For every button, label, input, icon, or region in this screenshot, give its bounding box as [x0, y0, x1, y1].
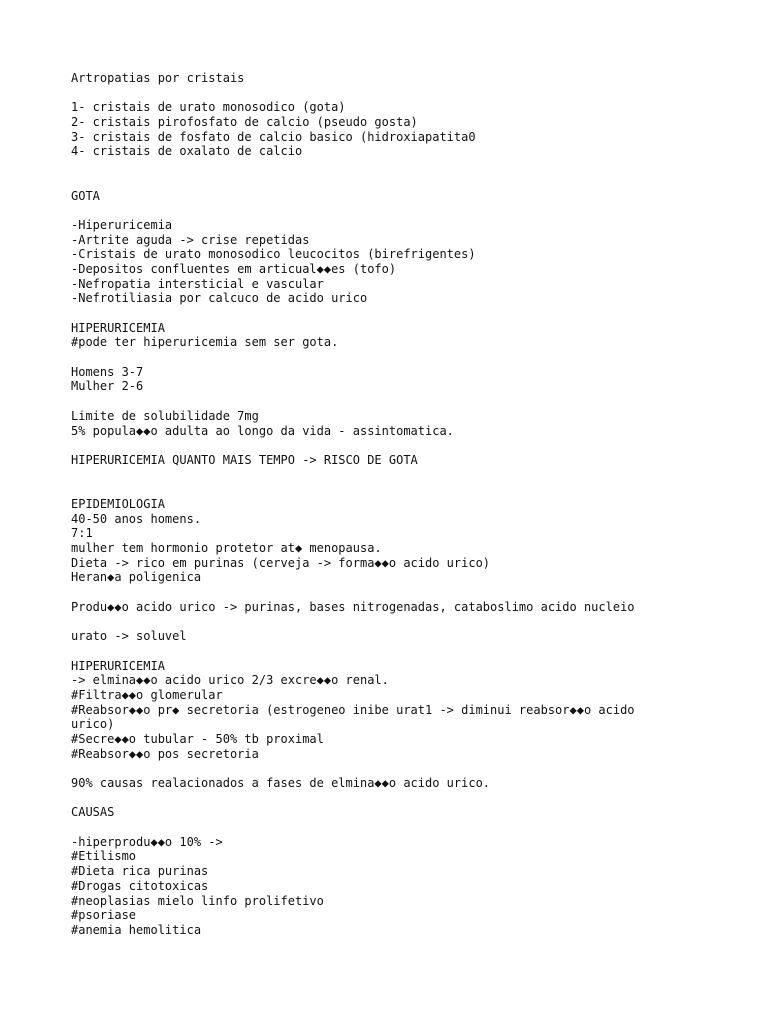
- text-line: #Etilismo: [71, 849, 137, 864]
- blank-line: [71, 614, 711, 629]
- text-line: -Nefropatia intersticial e vascular: [71, 276, 324, 291]
- text-line: 90% causas realacionados a fases de elmina◆◆o acido urico.: [71, 776, 491, 790]
- text-line: #Reabsor◆◆o pr◆ secretoria (estrogeneo inibe urat1 -> diminui reabsor◆◆o acido: [71, 702, 635, 717]
- text-line: #Filtra◆◆o glomerular: [71, 687, 223, 702]
- blank-line: [71, 585, 711, 600]
- text-line: Heran◆a poligenica: [71, 570, 202, 585]
- blank-line: [71, 482, 711, 497]
- text-line: -Hiperuricemia: [71, 217, 173, 232]
- text-line: -> elmina◆◆o acido urico 2/3 excre◆◆o renal.: [71, 673, 389, 688]
- text-line: #pode ter hiperuricemia sem ser gota.: [71, 335, 339, 350]
- text-line: -Cristais de urato monosodico leucocitos (birefrigentes): [71, 247, 476, 262]
- text-line: Limite de solubilidade 7mg: [71, 408, 259, 423]
- text-line: Mulher 2-6: [71, 379, 144, 394]
- blank-line: [71, 644, 711, 659]
- text-line: 7:1: [71, 526, 93, 541]
- text-line: 3- cristais de fosfato de calcio basico (hidroxiapatita0: [71, 129, 476, 144]
- blank-line: [71, 438, 711, 453]
- text-line: -Artrite aguda -> crise repetidas: [71, 232, 310, 247]
- text-line: mulher tem hormonio protetor at◆ menopausa.: [71, 541, 382, 555]
- text-line: -Nefrotiliasia por calcuco de acido urico: [71, 291, 368, 306]
- blank-line: [71, 761, 711, 776]
- text-line: -hiperprodu◆◆o 10% ->: [71, 834, 223, 849]
- text-line: HIPERURICEMIA: [71, 658, 165, 673]
- text-line: #Reabsor◆◆o pos secretoria: [71, 746, 259, 761]
- blank-line: [71, 306, 711, 321]
- text-line: Produ◆◆o acido urico -> purinas, bases nitrogenadas, cataboslimo acido nucleio: [71, 599, 635, 614]
- blank-line: [71, 468, 711, 483]
- blank-line: [71, 350, 711, 365]
- text-line: Homens 3-7: [71, 364, 144, 379]
- text-line: HIPERURICEMIA QUANTO MAIS TEMPO -> RISCO DE GOTA: [71, 452, 418, 467]
- blank-line: [71, 159, 711, 174]
- blank-line: [71, 203, 711, 218]
- text-line: #anemia hemolitica: [71, 922, 202, 937]
- text-line: HIPERURICEMIA: [71, 320, 165, 335]
- blank-line: [71, 174, 711, 189]
- text-line: GOTA: [71, 188, 100, 203]
- text-line: urato -> soluvel: [71, 629, 187, 644]
- text-line: 2- cristais pirofosfato de calcio (pseudo gosta): [71, 115, 418, 130]
- text-line: urico): [71, 717, 115, 732]
- text-line: 40-50 anos homens.: [71, 511, 202, 526]
- text-line: #Dieta rica purinas: [71, 864, 209, 879]
- text-line: #psoriase: [71, 908, 137, 923]
- text-line: EPIDEMIOLOGIA: [71, 496, 165, 511]
- text-line: Dieta -> rico em purinas (cerveja -> forma◆◆o acido urico): [71, 555, 491, 570]
- text-line: 5% popula◆◆o adulta ao longo da vida - assintomatica.: [71, 423, 454, 438]
- blank-line: [71, 820, 711, 835]
- text-line: -Depositos confluentes em articual◆◆es (tofo): [71, 261, 397, 276]
- blank-line: [71, 791, 711, 806]
- text-line: 4- cristais de oxalato de calcio: [71, 144, 303, 159]
- text-line: Artropatias por cristais: [71, 71, 245, 85]
- text-line: #Secre◆◆o tubular - 50% tb proximal: [71, 731, 324, 746]
- document-page: [71, 71, 711, 938]
- blank-line: [71, 394, 711, 409]
- blank-line: [71, 86, 711, 101]
- text-line: #Drogas citotoxicas: [71, 878, 209, 893]
- text-line: #neoplasias mielo linfo prolifetivo: [71, 893, 324, 908]
- text-line: CAUSAS: [71, 805, 115, 820]
- text-line: 1- cristais de urato monosodico (gota): [71, 100, 346, 115]
